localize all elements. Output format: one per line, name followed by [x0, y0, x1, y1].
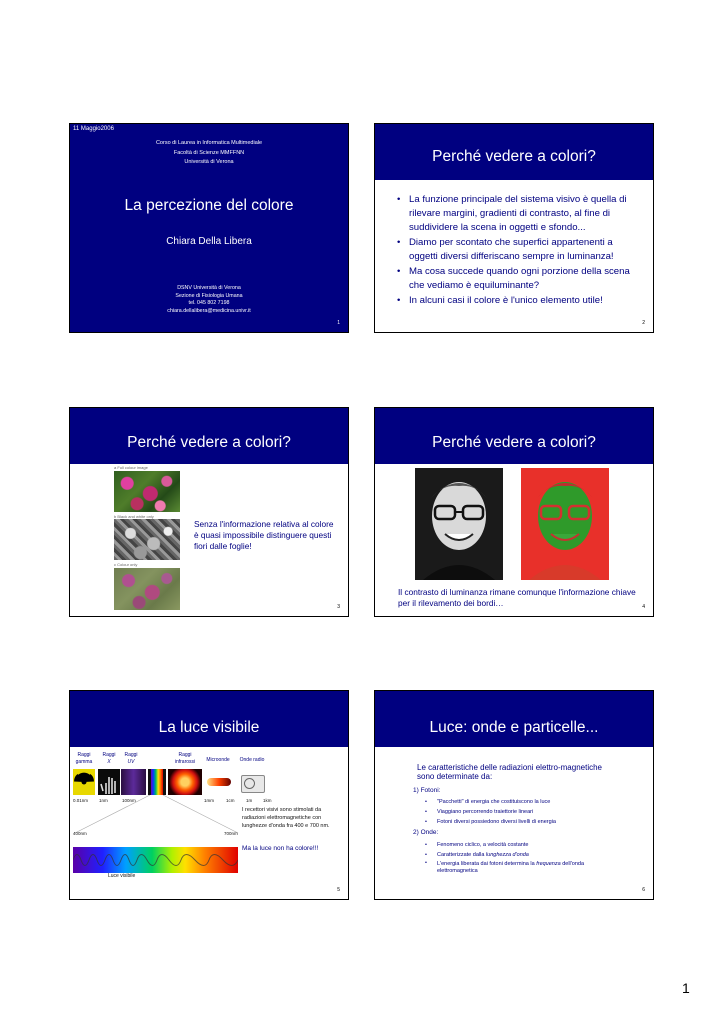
slide-date: 11 Maggio2006 [73, 126, 114, 132]
slide-header [375, 408, 653, 464]
range-start-label: 400nm [73, 831, 87, 836]
slide-caption: Il contrasto di luminanza rimane comunque l'informazione chiave per il rilevamento dei bordi… [398, 587, 636, 608]
slide-number: 5 [337, 887, 340, 893]
intro-text: Le caratteristiche delle radiazioni elettro-magnetiche sono determinate da: [417, 763, 602, 781]
scale-label: 1cm [226, 798, 235, 803]
scale-label: 1nm [99, 798, 108, 803]
radio-image [238, 769, 266, 795]
slide-number: 2 [642, 320, 645, 326]
bullet-text: dell'onda elettromagnetica [437, 861, 585, 874]
course-line: Corso di Laurea in Informatica Multimediale [155, 140, 263, 146]
image-label: a Full colour image [114, 465, 148, 470]
page-number: 1 [682, 980, 690, 996]
no-color-text: Ma la luce non ha colore!!! [242, 845, 319, 852]
label-line: Raggi [124, 752, 138, 758]
slide-title: Perché vedere a colori? [432, 434, 596, 451]
bullet-item: • Fotoni diversi possiedono diversi livelli di energia [423, 817, 643, 827]
slide-4 [374, 407, 654, 617]
spectrum-label-gamma [73, 752, 95, 766]
scale-label: 100nm [122, 798, 136, 803]
label-line: infrarossi [174, 759, 196, 765]
slide-number: 1 [337, 320, 340, 326]
bullet-emphasis: lunghezza d'onda [485, 852, 529, 858]
slide-text: Senza l'informazione relativa al colore è quasi impossibile distinguere questi fiori dalle foglie! [194, 519, 334, 551]
spectrum-label-xray [98, 752, 120, 766]
contact-line: DSNV Università di Verona [177, 285, 241, 291]
bullet-item: • Diamo per scontato che superfici appartenenti a oggetti diversi differiscano sempre in luminanza! [395, 236, 641, 264]
radiation-icon [73, 769, 95, 795]
bullet-text: Caratterizzate dalla [437, 852, 486, 858]
bullet-item: • "Pacchetti" di energia che costituiscono la luce [423, 797, 643, 807]
bullet-item [423, 850, 623, 860]
slide-title: La luce visibile [158, 719, 260, 736]
label-line: Raggi [77, 752, 91, 758]
contact-email: chiara.dellalibera@medicina.univr.it [167, 307, 251, 314]
visible-band-image [148, 769, 166, 795]
item2-label: 2) Onde: [413, 829, 439, 836]
receptor-text: I recettori visivi sono stimolati da radiazioni elettromagnetiche con lunghezze d'onda fra 400 e 700 nm. [242, 807, 330, 829]
slide-title: Perché vedere a colori? [432, 148, 596, 165]
slide-header [70, 691, 348, 747]
slide-1 [69, 123, 349, 333]
scale-label: 1km [263, 798, 272, 803]
bullet-item: • La funzione principale del sistema visivo è quella di rilevare margini, gradienti di contrasto, al fine di suddividere la scena in oggetti e sfondo... [395, 193, 641, 235]
item2-bullets [423, 840, 623, 875]
uv-image [121, 769, 146, 795]
scale-label: 0.01nm [73, 798, 89, 803]
image-label: c Colour only [114, 562, 138, 567]
label-line: Raggi [102, 752, 116, 758]
infrared-image [168, 769, 202, 795]
slide-2 [374, 123, 654, 333]
visible-light-label: Luce visibile [108, 873, 136, 879]
portrait-luminance-image [415, 468, 503, 580]
contact-line: Sezione di Fisiologia Umana [175, 292, 243, 299]
faculty-line: Facoltà di Scienze MMFFNN [173, 149, 245, 156]
slide-title: Luce: onde e particelle... [429, 719, 599, 736]
range-end-label: 700nm [224, 831, 238, 836]
slide-author: Chiara Della Libera [166, 236, 252, 247]
slide-5 [69, 690, 349, 900]
scale-label: 1m [246, 798, 253, 803]
spectrum-label-radio: Onde radio [239, 757, 265, 763]
spectrum-label-microwave: Microonde [206, 757, 230, 763]
item1-bullets [423, 797, 643, 827]
gamma-image [73, 769, 95, 795]
flowers-colour-only-image [114, 568, 180, 610]
slide-number: 6 [642, 887, 645, 893]
item1-label: 1) Fotoni: [413, 787, 441, 794]
bullet-text: L'energia liberata dai fotoni determina la [437, 861, 537, 867]
microwave-image [204, 769, 234, 795]
bullet-item [423, 860, 623, 875]
slide-header [70, 408, 348, 464]
visible-spectrum-bar [73, 847, 238, 873]
slide-header [375, 124, 653, 180]
slide-6 [374, 690, 654, 900]
slide-course-header [70, 139, 348, 168]
bullet-list [395, 193, 641, 308]
spectrum-label-infrared [168, 752, 202, 766]
slide-header [375, 691, 653, 747]
label-line: gamma [75, 759, 93, 765]
bullet-item: • Viaggiano percorrendo traiettorie lineari [423, 807, 643, 817]
university-line: Università di Verona [184, 159, 234, 165]
flowers-full-colour-image [114, 471, 180, 512]
spectrum-label-uv [120, 752, 142, 766]
flowers-black-white-image [114, 519, 180, 560]
wave-overlay [73, 847, 238, 873]
label-line: UV [127, 759, 135, 765]
contact-line: tel. 045 802 7198 [188, 300, 230, 306]
label-line: Raggi [178, 752, 192, 758]
bullet-item: • In alcuni casi il colore è l'unico elemento utile! [395, 294, 641, 308]
slide-number: 3 [337, 604, 340, 610]
bullet-item: • Fenomeno ciclico, a velocità costante [423, 840, 623, 850]
image-label: b Black and white only [114, 514, 154, 519]
xray-hand-image [98, 769, 120, 795]
bullet-emphasis: frequenza [536, 861, 561, 867]
slide-contact [70, 285, 348, 315]
slide-title: Perché vedere a colori? [127, 434, 291, 451]
label-line: X [107, 759, 111, 765]
portrait-equiluminant-image [521, 468, 609, 580]
scale-label: 1mm [204, 798, 214, 803]
slide-3 [69, 407, 349, 617]
slide-number: 4 [642, 604, 645, 610]
bullet-item: • Ma cosa succede quando ogni porzione della scena che vediamo è equiluminante? [395, 265, 641, 293]
slide-title: La percezione del colore [124, 197, 294, 214]
